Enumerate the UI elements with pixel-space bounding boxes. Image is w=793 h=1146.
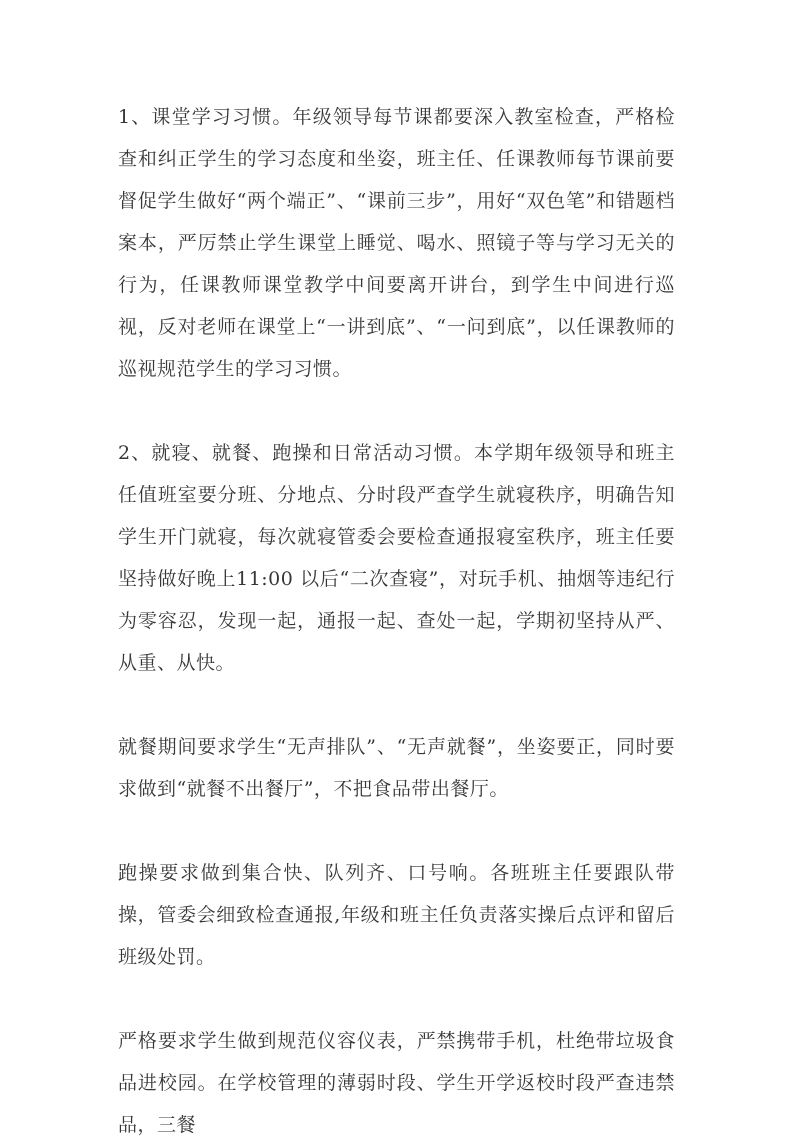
paragraph: 跑操要求做到集合快、队列齐、口号响。各班班主任要跟队带操，管委会细致检查通报,年级和班主任负责落实操后点评和留后班级处罚。 — [118, 862, 675, 968]
paragraph: 2、就寝、就餐、跑操和日常活动习惯。本学期年级领导和班主任值班室要分班、分地点、分时段严查学生就寝秩序，明确告知学生开门就寝，每次就寝管委会要检查通报寝室秩序，班主任要坚持做好晚上11:00 以后“二次查寝”，对玩手机、抽烟等违纪行为零容忍，发现一起，通报一起、查处一起，学期初坚持从严、从重、从快。 — [118, 442, 675, 674]
document-body — [118, 96, 675, 1146]
paragraph: 1、课堂学习习惯。年级领导每节课都要深入教室检查，严格检查和纠正学生的学习态度和坐姿，班主任、任课教师每节课前要督促学生做好“两个端正”、“课前三步”，用好“双色笔”和错题档案本，严厉禁止学生课堂上睡觉、喝水、照镜子等与学习无关的行为，任课教师课堂教学中间要离开讲台，到学生中间进行巡视，反对老师在课堂上“一讲到底”、“一问到底”，以任课教师的巡视规范学生的学习习惯。 — [118, 106, 675, 380]
paragraph: 就餐期间要求学生“无声排队”、“无声就餐”，坐姿要正，同时要求做到“就餐不出餐厅”，不把食品带出餐厅。 — [118, 736, 675, 800]
paragraph: 严格要求学生做到规范仪容仪表，严禁携带手机，杜绝带垃圾食品进校园。在学校管理的薄弱时段、学生开学返校时段严查违禁品，三餐 — [118, 1030, 675, 1136]
